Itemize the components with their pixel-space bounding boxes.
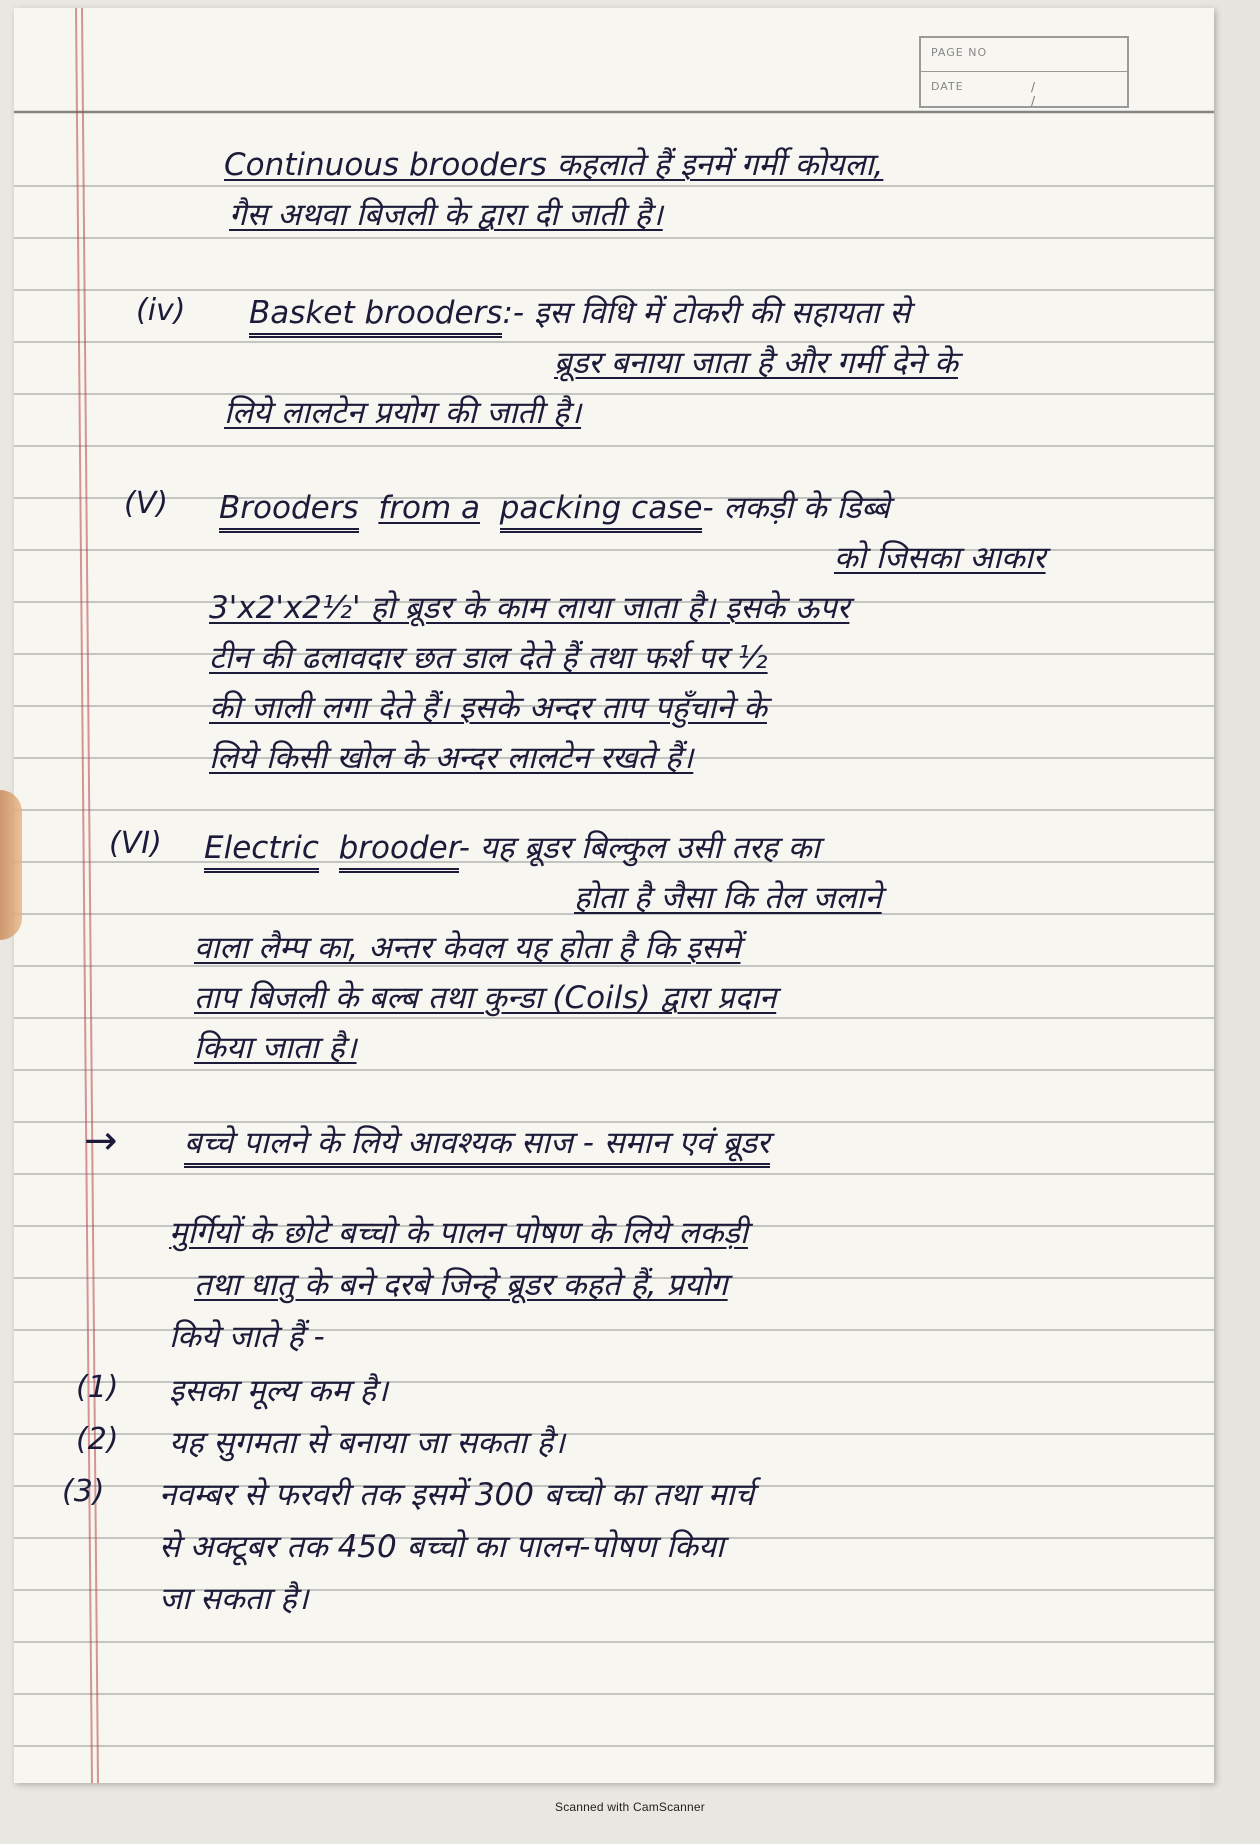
text-line-p1 (169, 1215, 748, 1251)
point-marker-2: (2) (76, 1422, 119, 1457)
electric-brooder-desc-5: किया जाता है। (194, 1030, 357, 1066)
electric-brooder-title-1: Electric (204, 830, 319, 873)
packing-case-title-2: from a (378, 490, 480, 526)
text-line-v-6 (209, 740, 694, 776)
electric-brooder-desc-2: होता है जैसा कि तेल जलाने (574, 880, 882, 916)
text-line-p2 (194, 1267, 728, 1303)
item-marker-v: (V) (124, 486, 168, 521)
electric-brooder-title-2: brooder (339, 830, 459, 873)
point-2 (169, 1425, 565, 1461)
basket-brooders-desc-2: ब्रूडर बनाया जाता है और गर्मी देने के (554, 345, 958, 381)
point-marker-1: (1) (76, 1370, 119, 1405)
point-3c (159, 1581, 309, 1617)
text-line-vi-2 (574, 880, 882, 916)
electric-brooder-desc-3: वाला लैम्प का, अन्तर केवल यह होता है कि इसमें (194, 930, 741, 966)
electric-brooder-desc-4: ताप बिजली के बल्ब तथा कुन्डा (Coils) द्वारा प्रदान (194, 980, 777, 1016)
item-marker-iv: (iv) (136, 293, 186, 328)
packing-case-desc-4: टीन की ढलावदार छत डाल देते हैं तथा फर्श पर ½ (209, 640, 768, 676)
page-no-field (921, 38, 1127, 72)
basket-brooders-desc-1: :- इस विधि में टोकरी की सहायता से (502, 295, 911, 331)
paragraph-line-1: मुर्गियों के छोटे बच्चो के पालन पोषण के लिये लकड़ी (169, 1215, 748, 1251)
continuous-brooders-text: Continuous brooders कहलाते हैं इनमें गर्मी कोयला, (224, 147, 884, 183)
arrow-icon: → (84, 1118, 118, 1164)
packing-case-desc-2: को जिसका आकार (834, 540, 1046, 576)
basket-brooders-title: Basket brooders (249, 295, 502, 338)
text-line-iv-3 (224, 395, 582, 431)
text-line-v-2 (834, 540, 1046, 576)
notebook-page (14, 8, 1214, 1783)
date-label: DATE (931, 80, 964, 93)
text-line-v-4 (209, 640, 768, 676)
text-line-iv-2 (554, 345, 958, 381)
point-3b (159, 1529, 724, 1565)
packing-case-title-1: Brooders (219, 490, 359, 533)
point-1-text: इसका मूल्य कम है। (169, 1373, 388, 1409)
text-line-v (219, 490, 890, 526)
packing-case-desc-5: की जाली लगा देते हैं। इसके अन्दर ताप पहुँचाने के (209, 690, 767, 726)
text-line-vi-4 (194, 980, 777, 1016)
packing-case-desc-6: लिये किसी खोल के अन्दर लालटेन रखते हैं। (209, 740, 694, 776)
thumb-edge (0, 790, 22, 940)
point-1 (169, 1373, 388, 1409)
point-3a (159, 1477, 755, 1513)
point-3-text-2: से अक्टूबर तक 450 बच्चो का पालन-पोषण किया (159, 1529, 724, 1565)
paragraph-line-3: किये जाते हैं - (169, 1319, 325, 1355)
gas-electric-text: गैस अथवा बिजली के द्वारा दी जाती है। (229, 197, 663, 233)
section-heading (184, 1125, 770, 1161)
scanner-watermark: Scanned with CamScanner (554, 1800, 705, 1814)
text-line-vi-5 (194, 1030, 357, 1066)
point-2-text: यह सुगमता से बनाया जा सकता है। (169, 1425, 565, 1461)
text-line-vi-3 (194, 930, 741, 966)
paragraph-line-2: तथा धातु के बने दरबे जिन्हे ब्रूडर कहते हैं, प्रयोग (194, 1267, 728, 1303)
packing-case-title-3: packing case (500, 490, 703, 533)
date-field (921, 72, 1127, 106)
text-line-v-5 (209, 690, 767, 726)
point-3-text-3: जा सकता है। (159, 1581, 309, 1617)
basket-brooders-desc-3: लिये लालटेन प्रयोग की जाती है। (224, 395, 582, 431)
text-line-iv (249, 295, 911, 331)
text-line-gas (229, 197, 663, 233)
date-slashes: / / (1031, 80, 1072, 108)
point-3-text-1: नवम्बर से फरवरी तक इसमें 300 बच्चो का तथा मार्च (159, 1477, 755, 1513)
text-line-p3 (169, 1319, 325, 1355)
equipment-heading: बच्चे पालने के लिये आवश्यक साज - समान एवं ब्रूडर (184, 1125, 770, 1168)
text-line-vi (204, 830, 820, 866)
packing-case-desc-1: - लकड़ी के डिब्बे (702, 490, 890, 526)
electric-brooder-desc-1: - यह ब्रूडर बिल्कुल उसी तरह का (458, 830, 820, 866)
page-date-box (919, 36, 1129, 108)
page-no-label: PAGE NO (931, 46, 988, 59)
text-line-continuous (224, 147, 884, 183)
packing-case-desc-3: 3'x2'x2½' हो ब्रूडर के काम लाया जाता है। इसके ऊपर (209, 590, 850, 626)
point-marker-3: (3) (62, 1474, 105, 1509)
text-line-v-3 (209, 590, 850, 626)
item-marker-vi: (VI) (109, 826, 162, 861)
